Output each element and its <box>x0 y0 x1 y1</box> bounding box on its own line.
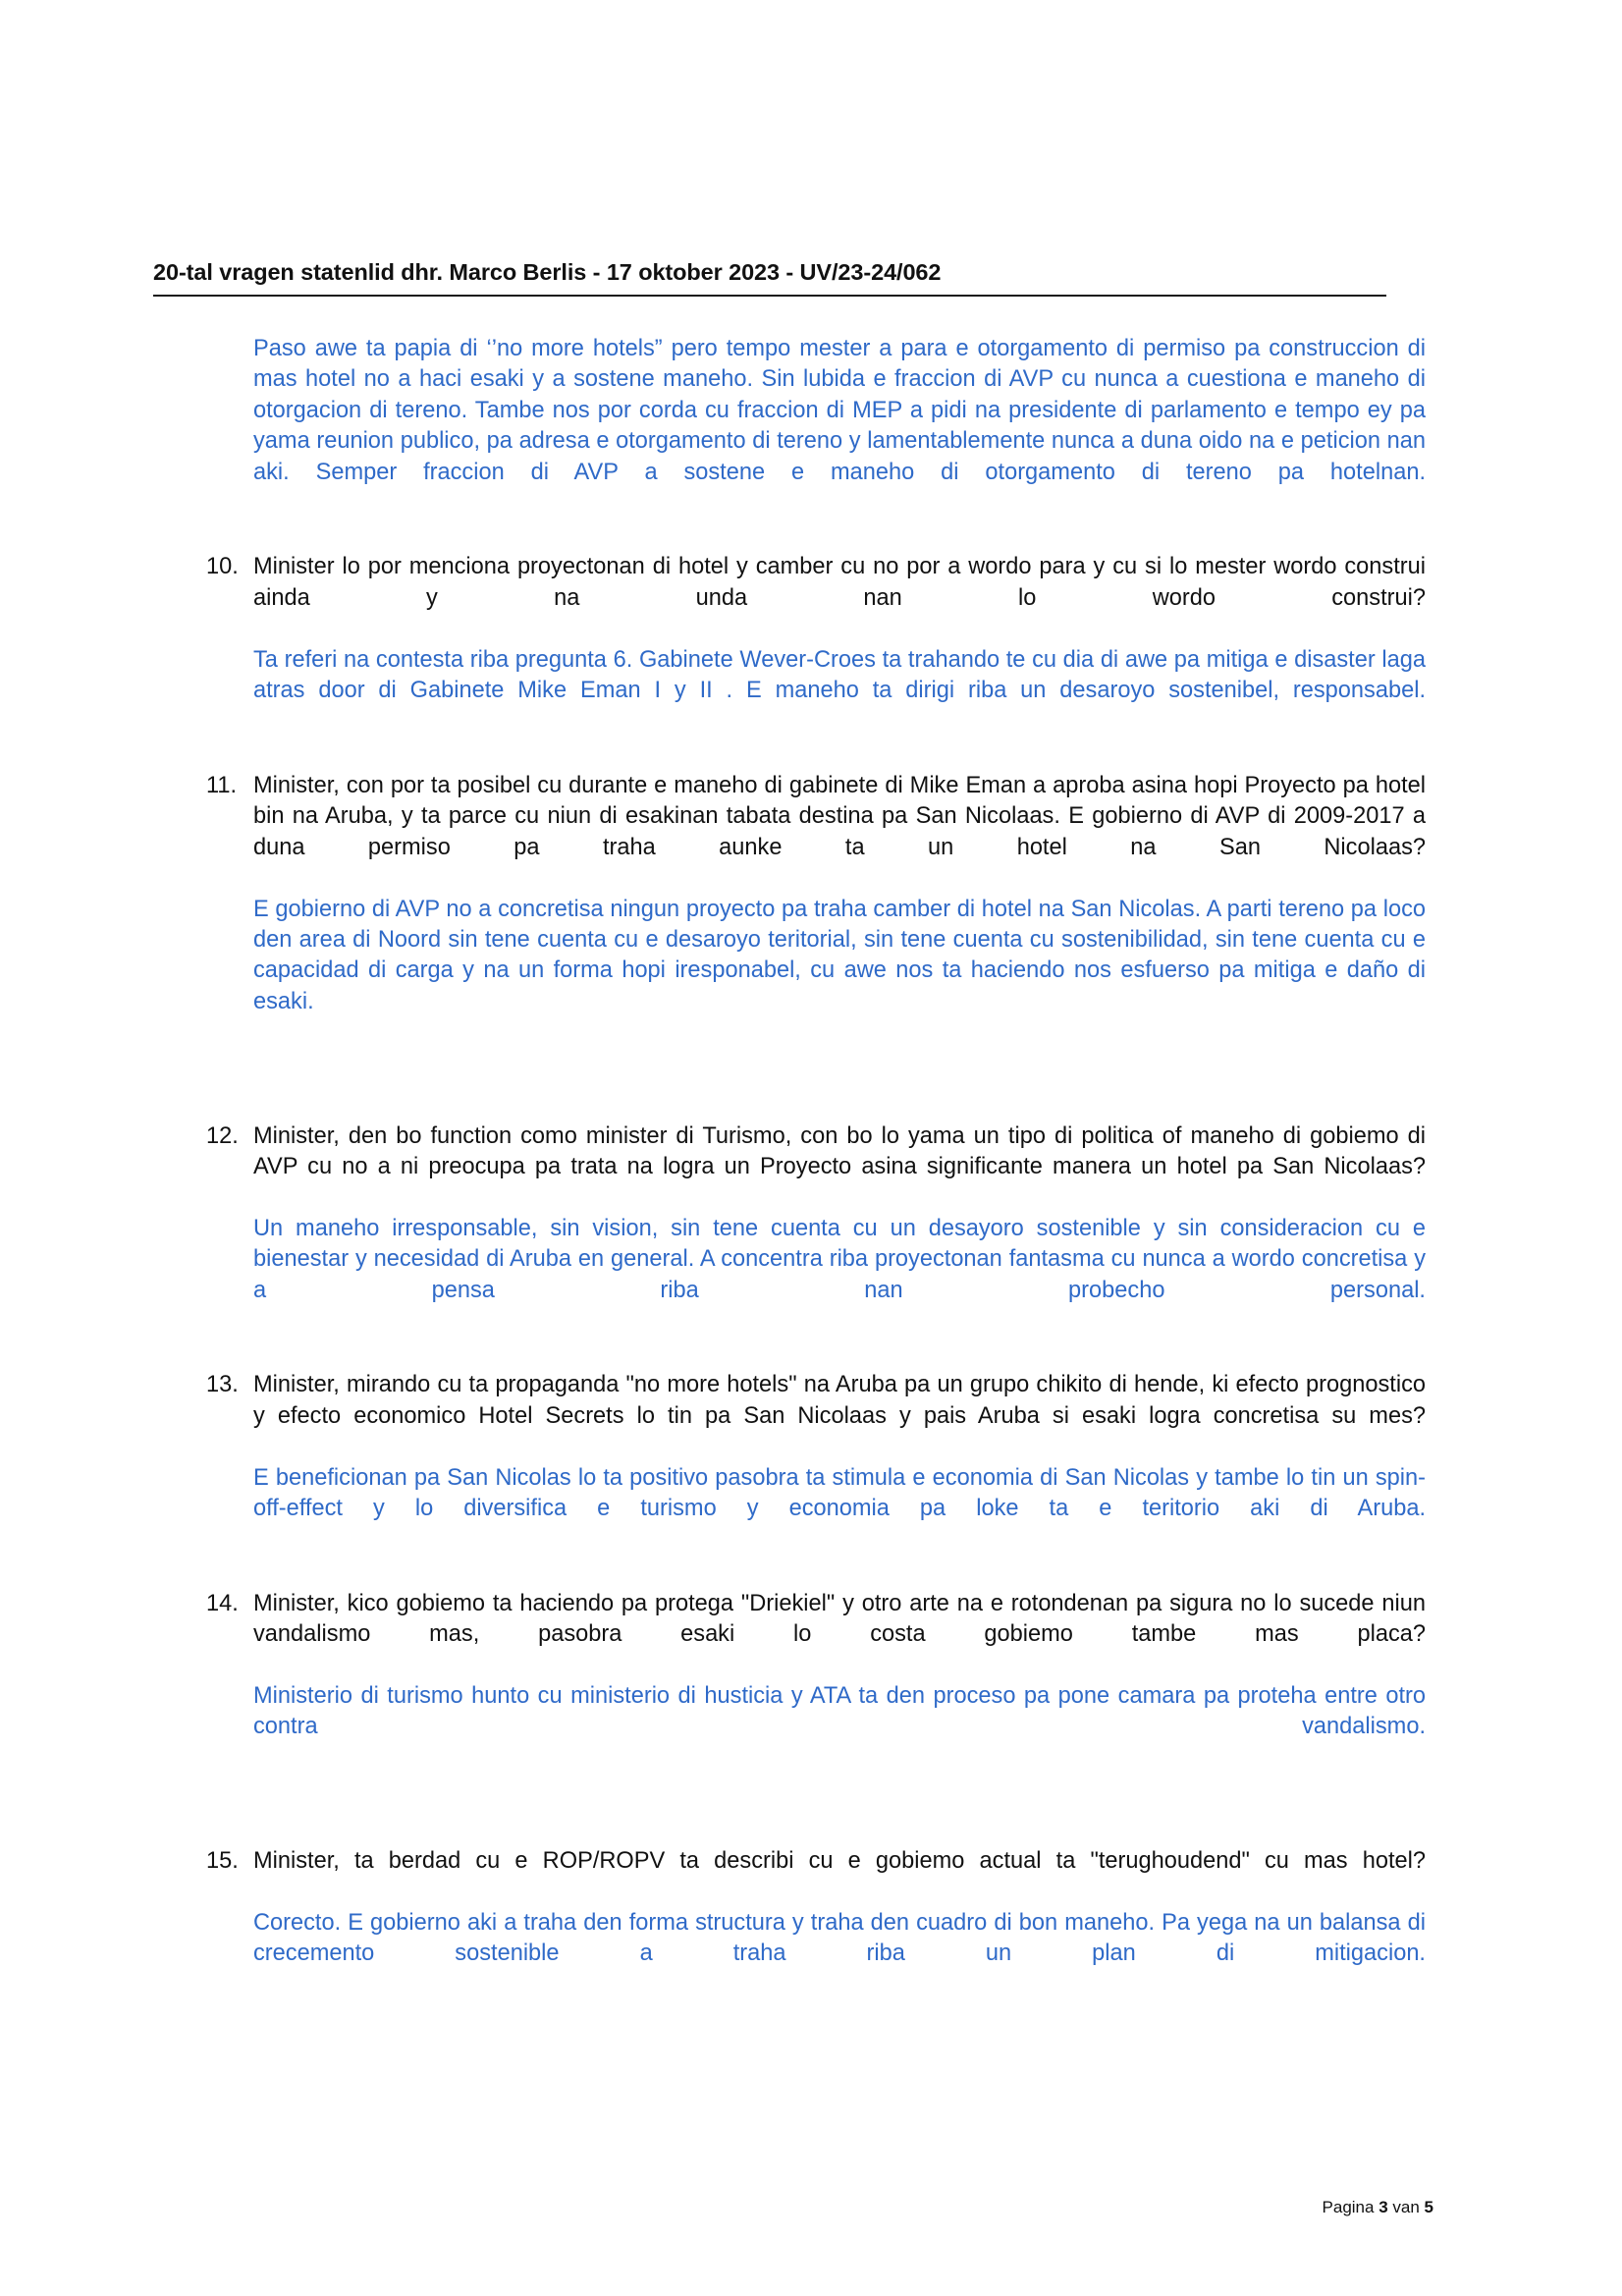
header-divider <box>153 295 1386 297</box>
question-text: Minister lo por menciona proyectonan di hotel y camber cu no por a wordo para y cu si lo mester wordo construi ainda y na unda nan lo wordo construi? <box>253 554 1426 611</box>
qa-number: 10. <box>206 554 239 580</box>
qa-text-column <box>253 1370 1426 1555</box>
answer-text: E gobierno di AVP no a concretisa ningun proyecto pa traha camber di hotel na San Nicolas. A parti tereno pa loco den area di Noord sin tene cuenta cu e desaroyo teritorial, sin tene cuenta cu sostenibilidad, sin tene cuenta cu e capacidad di carga y na un forma hopi iresponabel, cu awe nos ta haciendo nos esfuerso pa mitiga e daño di esaki. <box>253 896 1426 1014</box>
qa-item <box>206 1370 1426 1555</box>
question-text: Minister, mirando cu ta propaganda "no more hotels" na Aruba pa un grupo chikito di hende, ki efecto prognostico y efecto economico Hotel Secrets lo tin pa San Nicolaas y pais Aruba si esaki logra concretisa su mes? <box>253 1372 1426 1429</box>
page-footer <box>0 2198 1433 2217</box>
question-text: Minister, con por ta posibel cu durante e maneho di gabinete di Mike Eman a aproba asina hopi Proyecto pa hotel bin na Aruba, y ta parce cu niun di esakinan tabata destina pa San Nicolaas. E gobierno di AVP di 2009-2017 a duna permiso pa traha aunke ta un hotel na San Nicolaas? <box>253 772 1426 860</box>
qa-text-column <box>253 552 1426 737</box>
spacer <box>206 1049 1426 1121</box>
answer-text: Ta referi na contesta riba pregunta 6. Gabinete Wever-Croes ta trahando te cu dia di awe pa mitiga e disaster laga atras door di Gabinete Mike Eman I y II . E maneho ta dirigi riba un desaroyo sostenibel, responsabel. <box>253 646 1426 704</box>
spacer <box>206 1774 1426 1846</box>
document-body <box>206 334 1426 2000</box>
qa-item <box>206 1121 1426 1338</box>
qa-text-column <box>253 771 1426 1049</box>
qa-number: 12. <box>206 1122 239 1149</box>
question-text: Minister, den bo function como minister di Turismo, con bo lo yama un tipo di politica of maneho di gobiemo di AVP cu no a ni preocupa pa trata na logra un Proyecto asina significante manera un hotel pa San Nicolaas? <box>253 1122 1426 1179</box>
spacer <box>206 1337 1426 1370</box>
footer-current-page: 3 <box>1379 2198 1388 2216</box>
footer-prefix: Pagina <box>1322 2198 1379 2216</box>
qa-text-column <box>253 1121 1426 1338</box>
answer-text: Corecto. E gobierno aki a traha den forma structura y traha den cuadro di bon maneho. Pa yega na un balansa di crecemento sostenible a traha riba un plan di mitigacion. <box>253 1910 1426 1967</box>
qa-text-column <box>253 1846 1426 2000</box>
qa-item <box>206 552 1426 737</box>
header-title: 20-tal vragen statenlid dhr. Marco Berlis - 17 oktober 2023 - UV/23-24/062 <box>153 259 942 285</box>
qa-item <box>206 771 1426 1049</box>
footer-total-pages: 5 <box>1424 2198 1433 2216</box>
footer-middle: van <box>1387 2198 1425 2216</box>
qa-item <box>206 1846 1426 2000</box>
qa-text-column <box>253 1589 1426 1774</box>
answer-text: Ministerio di turismo hunto cu ministerio di husticia y ATA ta den proceso pa pone camara pa proteha entre otro contra vandalismo. <box>253 1683 1426 1740</box>
answer-text: Un maneho irresponsable, sin vision, sin tene cuenta cu un desayoro sostenible y sin consideracion cu e bienestar y necesidad di Aruba en general. A concentra riba proyectonan fantasma cu nunca a wordo concretisa y a pensa riba nan probecho personal. <box>253 1215 1426 1303</box>
question-text: Minister, ta berdad cu e ROP/ROPV ta describi cu e gobiemo actual ta "terughoudend" cu mas hotel? <box>253 1848 1426 1875</box>
spacer <box>206 738 1426 771</box>
spacer <box>206 519 1426 552</box>
question-text: Minister, kico gobiemo ta haciendo pa protega "Driekiel" y otro arte na e rotondenan pa sigura no lo sucede niun vandalismo mas, pasobra esaki lo costa gobiemo tambe mas placa? <box>253 1590 1426 1648</box>
qa-number: 15. <box>206 1848 239 1875</box>
qa-number: 13. <box>206 1372 239 1398</box>
intro-answer-paragraph: Paso awe ta papia di ‘’no more hotels” pero tempo mester a para e otorgamento di permiso pa construccion di mas hotel no a haci esaki y a sostene maneho. Sin lubida e fraccion di AVP cu nunca a cuestiona e maneho di otorgacion di tereno. Tambe nos por corda cu fraccion di MEP a pidi na presidente di parlamento e tempo ey pa yama reunion publico, pa adresa e otorgamento di tereno y lamentablemente nunca a duna oido na e peticion nan aki. Semper fraccion di AVP a sostene e maneho di otorgamento di tereno pa hotelnan. <box>253 336 1426 485</box>
qa-number: 11. <box>206 772 238 798</box>
qa-number: 14. <box>206 1590 239 1616</box>
spacer <box>206 1556 1426 1589</box>
answer-text: E beneficionan pa San Nicolas lo ta positivo pasobra ta stimula e economia di San Nicolas y tambe lo tin un spin-off-effect y lo diversifica e turismo y economia pa loke ta e teritorio aki di Aruba. <box>253 1464 1426 1521</box>
document-header <box>153 259 1386 297</box>
qa-item <box>206 1589 1426 1774</box>
